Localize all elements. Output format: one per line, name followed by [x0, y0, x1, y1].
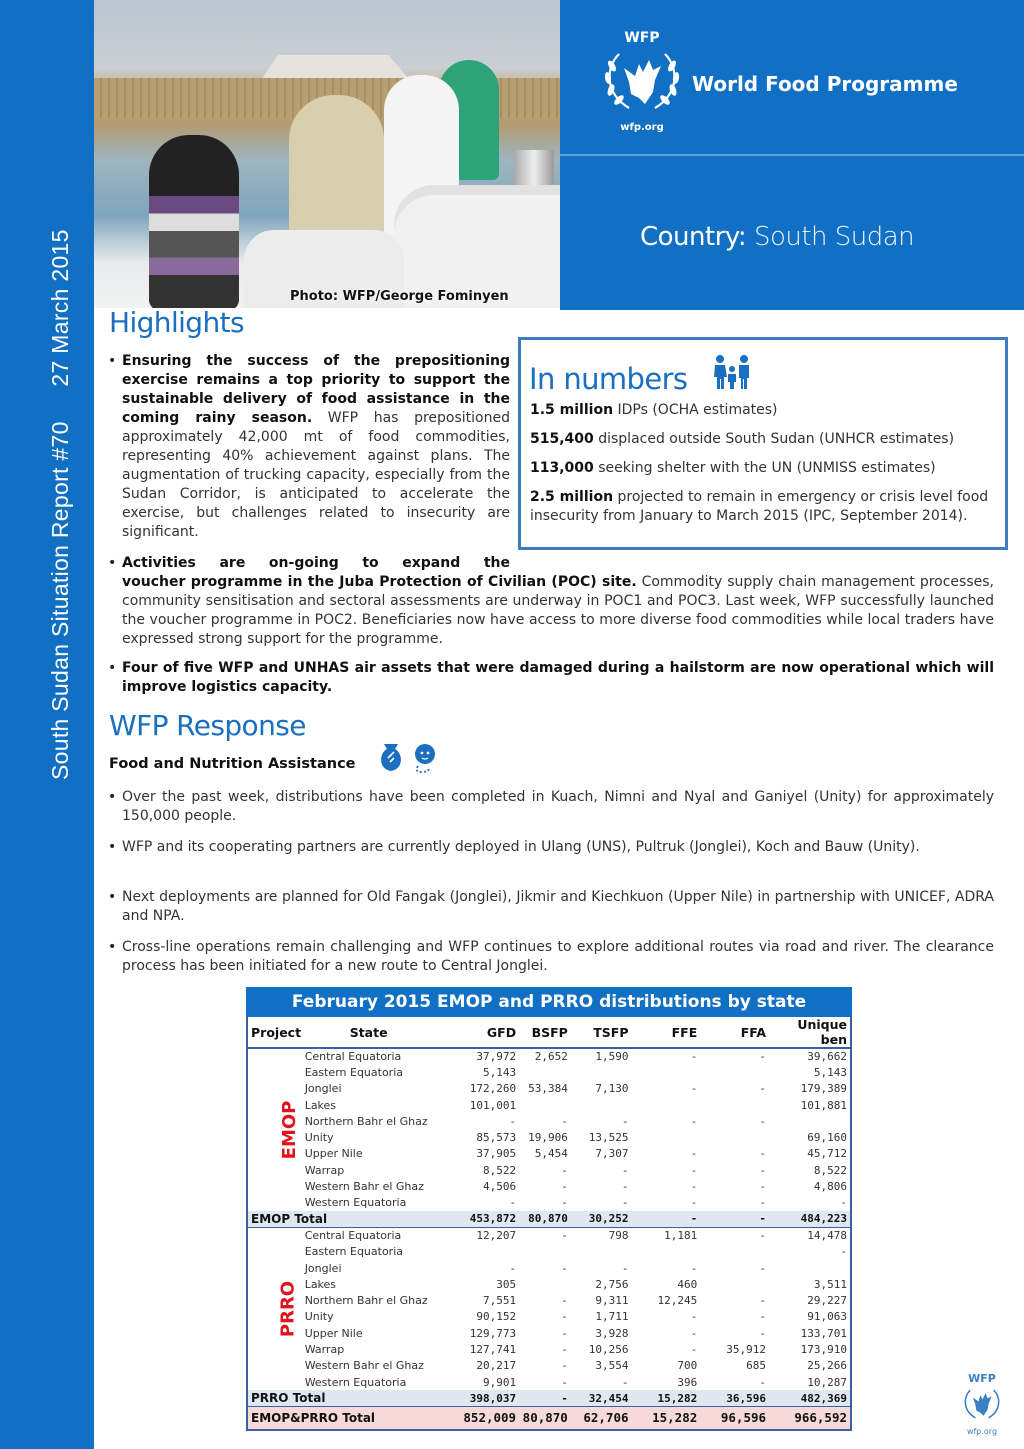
- state-cell: Eastern Equatoria: [304, 1065, 403, 1079]
- value-cell: -: [621, 1196, 629, 1210]
- value-cell: 39,662: [807, 1050, 847, 1064]
- state-cell: Warrap: [304, 1163, 345, 1177]
- value-cell: -: [561, 1163, 568, 1177]
- value-cell: [632, 1129, 701, 1145]
- prro-section: [248, 1227, 850, 1406]
- state-cell: Western Equatoria: [304, 1375, 407, 1389]
- state-cell: Lakes: [304, 1098, 337, 1112]
- highlight-bold: Activities are on-going to expand the: [122, 555, 510, 571]
- value-cell: 90,152: [476, 1310, 517, 1324]
- table-row: [248, 1292, 850, 1308]
- value-cell: -: [621, 1180, 629, 1194]
- table-row: [248, 1048, 850, 1064]
- report-title-vertical: [47, 229, 74, 780]
- value-cell: -: [621, 1375, 629, 1389]
- in-numbers-box: [518, 337, 1008, 550]
- value-cell: [456, 1244, 519, 1260]
- table-row: [248, 1064, 850, 1080]
- value-cell: [769, 1260, 850, 1276]
- photo-person: [289, 95, 384, 245]
- project-cell: [248, 1048, 305, 1211]
- value-cell: 9,311: [595, 1294, 629, 1308]
- value-cell: -: [759, 1326, 767, 1340]
- value-cell: 10,287: [807, 1375, 847, 1389]
- value-cell: 1,590: [595, 1050, 629, 1064]
- state-cell: Northern Bahr el Ghaz: [304, 1294, 428, 1308]
- table-row: [248, 1374, 850, 1390]
- value-cell: 69,160: [807, 1131, 847, 1145]
- value-cell: [519, 1244, 571, 1260]
- value-cell: [632, 1097, 701, 1113]
- table-title: February 2015 EMOP and PRRO distributions by state: [246, 987, 852, 1017]
- value-cell: -: [621, 1261, 629, 1275]
- value-cell: -: [561, 1114, 568, 1128]
- value-cell: -: [690, 1180, 698, 1194]
- response-item: • Next deployments are planned for Old Fangak (Jonglei), Jikmir and Kiechkuon (Upper Nile) in partnership with UNICEF, ADRA and NPA.: [122, 888, 994, 926]
- header-divider: [560, 154, 1024, 156]
- nutrition-baby-icon: [415, 744, 435, 772]
- value-cell: 127,741: [469, 1342, 517, 1356]
- highlight-bold: Ensuring the success of the prepositioning exercise remains a top priority to support the sustainable delivery of food assistance in the coming rainy season.: [122, 353, 510, 426]
- grand-total-label: EMOP&PRRO Total: [248, 1407, 456, 1429]
- stat-text: projected to remain in emergency or crisis level food insecurity from January to March 2015 (IPC, September 2014).: [530, 489, 989, 524]
- value-cell: 305: [496, 1277, 517, 1291]
- total-value: 80,870: [519, 1211, 571, 1227]
- highlight-bold: voucher programme in the Juba Protection of Civilian (POC) site.: [122, 574, 637, 590]
- prro-total-row: [248, 1390, 850, 1406]
- value-cell: 20,217: [476, 1359, 517, 1373]
- country-line: [640, 222, 914, 252]
- state-cell: Jonglei: [304, 1082, 342, 1096]
- value-cell: -: [700, 1227, 769, 1243]
- stat-text: displaced outside South Sudan (UNHCR estimates): [593, 431, 955, 447]
- value-cell: 35,912: [726, 1342, 767, 1356]
- wfp-emblem-icon: [960, 1385, 1004, 1423]
- value-cell: 101,001: [469, 1098, 517, 1112]
- in-numbers-heading: In numbers: [529, 362, 688, 396]
- logo-url: wfp.org: [620, 122, 664, 133]
- value-cell: 798: [571, 1227, 632, 1243]
- col-gfd: GFD: [456, 1017, 519, 1048]
- logo-wordmark: WFP: [624, 30, 660, 46]
- table-header-row: [248, 1017, 850, 1048]
- value-cell: -: [759, 1147, 767, 1161]
- value-cell: -: [690, 1326, 698, 1340]
- value-cell: 29,227: [807, 1294, 847, 1308]
- value-cell: 1,711: [595, 1310, 629, 1324]
- col-tsfp: TSFP: [571, 1017, 632, 1048]
- value-cell: -: [690, 1163, 698, 1177]
- table-row: [248, 1097, 850, 1113]
- grand-total-section: [248, 1407, 850, 1429]
- value-cell: 101,881: [800, 1098, 847, 1112]
- highlight-text: Commodity supply chain management processes, community sensitisation and sectoral assessments are underway in POC1 and POC3. Last week, WFP successfully launched the voucher programme in POC2. Beneficiaries now have access to more diverse food commodities while local traders have expressed strong support for the programme.: [122, 574, 994, 647]
- stat-text: seeking shelter with the UN (UNMISS estimates): [593, 460, 936, 476]
- col-unique-ben: Unique ben: [769, 1017, 850, 1048]
- header-band: [560, 0, 1024, 310]
- value-cell: 4,806: [813, 1180, 847, 1194]
- state-cell: Central Equatoria: [304, 1050, 402, 1064]
- value-cell: 3,928: [595, 1326, 629, 1340]
- highlights-heading: Highlights: [109, 306, 244, 339]
- value-cell: 133,701: [800, 1326, 847, 1340]
- state-cell: Western Bahr el Ghaz: [304, 1359, 424, 1373]
- project-cell: [248, 1227, 305, 1390]
- value-cell: -: [509, 1196, 517, 1210]
- value-cell: 37,905: [476, 1147, 517, 1161]
- value-cell: -: [759, 1375, 767, 1389]
- country-label: Country:: [640, 222, 747, 252]
- state-cell: Eastern Equatoria: [304, 1245, 403, 1259]
- state-cell: Central Equatoria: [305, 1227, 457, 1243]
- value-cell: -: [759, 1082, 767, 1096]
- footer-logo-wordmark: WFP: [968, 1372, 996, 1385]
- value-cell: -: [690, 1310, 698, 1324]
- stat-value: 1.5 million: [530, 402, 614, 418]
- value-cell: 45,712: [807, 1147, 847, 1161]
- table-row: [248, 1129, 850, 1145]
- value-cell: -: [561, 1261, 568, 1275]
- value-cell: 2,756: [595, 1277, 629, 1291]
- value-cell: -: [690, 1114, 698, 1128]
- total-value: 482,369: [769, 1390, 850, 1406]
- value-cell: 91,063: [807, 1310, 847, 1324]
- value-cell: 12,207: [456, 1227, 519, 1243]
- highlight-item: [122, 659, 994, 697]
- total-value: 484,223: [769, 1211, 850, 1227]
- value-cell: -: [561, 1294, 568, 1308]
- distributions-table: [248, 1017, 850, 1429]
- stat-value: 113,000: [530, 460, 594, 476]
- value-cell: -: [690, 1082, 698, 1096]
- footer-wfp-logo: [952, 1372, 1012, 1444]
- value-cell: -: [509, 1114, 517, 1128]
- col-ffe: FFE: [632, 1017, 701, 1048]
- value-cell: -: [561, 1180, 568, 1194]
- col-ffa: FFA: [700, 1017, 769, 1048]
- value-cell: 172,260: [469, 1082, 517, 1096]
- value-cell: -: [519, 1227, 571, 1243]
- total-label: EMOP Total: [248, 1211, 456, 1227]
- highlight-text: WFP has prepositioned approximately 42,000 mt of food commodities, representing 40% achievement against plans. The augmentation of trucking capacity, especially from the Sudan Corridor, is anticipated to accelerate the exercise, but challenges related to insecurity are significant.: [122, 410, 510, 540]
- value-cell: 5,143: [813, 1065, 847, 1079]
- value-cell: 129,773: [469, 1326, 517, 1340]
- table-row: [248, 1341, 850, 1357]
- value-cell: [632, 1064, 701, 1080]
- grand-total-row: [248, 1407, 850, 1429]
- table-row: [248, 1162, 850, 1178]
- total-value: -: [632, 1211, 701, 1227]
- state-cell: Unity: [304, 1310, 334, 1324]
- table-row: [248, 1244, 850, 1260]
- photo-person: [149, 135, 239, 308]
- stat-text: IDPs (OCHA estimates): [613, 402, 778, 418]
- state-cell: Northern Bahr el Ghaz: [304, 1114, 428, 1128]
- grand-total-value: 966,592: [769, 1407, 850, 1429]
- value-cell: 19,906: [528, 1131, 568, 1145]
- grand-total-value: 62,706: [571, 1407, 632, 1429]
- wfp-emblem-icon: [599, 46, 685, 116]
- country-value: South Sudan: [753, 222, 915, 252]
- value-cell: 13,525: [588, 1131, 629, 1145]
- value-cell: -: [759, 1294, 767, 1308]
- total-label: PRRO Total: [248, 1390, 456, 1406]
- cover-photo: [94, 0, 560, 308]
- total-value: 15,282: [632, 1390, 701, 1406]
- emop-total-row: [248, 1211, 850, 1227]
- report-date: 27 March 2015: [47, 229, 73, 387]
- value-cell: -: [759, 1261, 767, 1275]
- stat-food-insecurity: [530, 488, 995, 526]
- value-cell: 5,454: [534, 1147, 568, 1161]
- value-cell: [700, 1244, 769, 1260]
- table-row: [248, 1260, 850, 1276]
- state-cell: Upper Nile: [304, 1326, 363, 1340]
- response-item: • Cross-line operations remain challenging and WFP continues to explore additional routes via road and river. The clearance process has been initiated for a new route to Central Jonglei.: [122, 938, 994, 976]
- table-row: [248, 1146, 850, 1162]
- table-row: [248, 1309, 850, 1325]
- value-cell: -: [759, 1180, 767, 1194]
- table-row: [248, 1195, 850, 1211]
- value-cell: [769, 1113, 850, 1129]
- value-cell: -: [561, 1310, 568, 1324]
- value-cell: [571, 1064, 632, 1080]
- grand-total-value: 852,009: [456, 1407, 519, 1429]
- value-cell: 8,522: [482, 1163, 517, 1177]
- state-cell: Jonglei: [304, 1261, 342, 1275]
- value-cell: 5,143: [482, 1065, 517, 1079]
- value-cell: -: [561, 1375, 568, 1389]
- state-cell: Western Bahr el Ghaz: [304, 1180, 424, 1194]
- total-value: 36,596: [700, 1390, 769, 1406]
- value-cell: 460: [677, 1277, 698, 1291]
- highlight-bold: Four of five WFP and UNHAS air assets that were damaged during a hailstorm are now operational which will improve logistics capacity.: [122, 660, 994, 695]
- value-cell: 37,972: [476, 1050, 517, 1064]
- value-cell: [571, 1244, 632, 1260]
- table-row: [248, 1178, 850, 1194]
- value-cell: 2,652: [534, 1050, 568, 1064]
- value-cell: -: [561, 1196, 568, 1210]
- emop-label: EMOP: [278, 1100, 300, 1160]
- value-cell: 25,266: [807, 1359, 847, 1373]
- table-row: [248, 1081, 850, 1097]
- value-cell: 7,307: [595, 1147, 629, 1161]
- value-cell: -: [690, 1050, 698, 1064]
- stat-un-shelter: [530, 459, 936, 478]
- value-cell: -: [759, 1310, 767, 1324]
- response-item: • WFP and its cooperating partners are currently deployed in Ulang (UNS), Pultruk (Jonglei), Koch and Bauw (Unity).: [122, 838, 994, 857]
- value-cell: -: [690, 1147, 698, 1161]
- value-cell: 8,522: [813, 1163, 847, 1177]
- org-name: World Food Programme: [692, 72, 958, 96]
- value-cell: 85,573: [476, 1131, 517, 1145]
- value-cell: -: [561, 1326, 568, 1340]
- value-cell: 7,551: [482, 1294, 517, 1308]
- total-value: 32,454: [571, 1390, 632, 1406]
- highlight-item: [122, 352, 510, 542]
- value-cell: -: [690, 1261, 698, 1275]
- value-cell: [519, 1064, 571, 1080]
- value-cell: 53,384: [528, 1082, 568, 1096]
- table-row: [248, 1227, 850, 1243]
- value-cell: -: [759, 1050, 767, 1064]
- state-cell: Upper Nile: [304, 1147, 363, 1161]
- grand-total-value: 96,596: [700, 1407, 769, 1429]
- value-cell: 9,901: [482, 1375, 517, 1389]
- value-cell: [700, 1129, 769, 1145]
- wfp-response-heading: WFP Response: [109, 709, 306, 742]
- grand-total-value: 80,870: [519, 1407, 571, 1429]
- value-cell: 179,389: [800, 1082, 847, 1096]
- value-cell: 700: [677, 1359, 698, 1373]
- total-value: -: [700, 1211, 769, 1227]
- value-cell: [700, 1097, 769, 1113]
- value-cell: -: [759, 1196, 767, 1210]
- food-nutrition-icons: [378, 738, 442, 776]
- value-cell: 396: [677, 1375, 698, 1389]
- prro-label: PRRO: [277, 1280, 299, 1338]
- value-cell: [632, 1244, 701, 1260]
- food-nutrition-subheading: Food and Nutrition Assistance: [109, 756, 356, 772]
- value-cell: 7,130: [595, 1082, 629, 1096]
- state-cell: Lakes: [304, 1277, 337, 1291]
- col-state: State: [305, 1017, 457, 1048]
- table-body: [246, 1017, 852, 1431]
- value-cell: -: [621, 1114, 629, 1128]
- value-cell: -: [690, 1196, 698, 1210]
- value-cell: -: [561, 1342, 568, 1356]
- table-row: [248, 1325, 850, 1341]
- report-title: South Sudan Situation Report #70: [47, 421, 73, 780]
- state-cell: Western Equatoria: [304, 1196, 407, 1210]
- total-value: 453,872: [456, 1211, 519, 1227]
- value-cell: -: [509, 1261, 517, 1275]
- state-cell: Warrap: [304, 1342, 345, 1356]
- stat-displaced: [530, 430, 954, 449]
- value-cell: [519, 1276, 571, 1292]
- emop-section: [248, 1048, 850, 1227]
- value-cell: -: [759, 1163, 767, 1177]
- total-value: 30,252: [571, 1211, 632, 1227]
- value-cell: 3,511: [813, 1277, 847, 1291]
- value-cell: -: [840, 1196, 847, 1210]
- highlight-item: [122, 554, 994, 649]
- value-cell: -: [690, 1342, 698, 1356]
- value-cell: -: [561, 1359, 568, 1373]
- table-row: [248, 1358, 850, 1374]
- value-cell: 1,181: [632, 1227, 701, 1243]
- grand-total-value: 15,282: [632, 1407, 701, 1429]
- stat-value: 515,400: [530, 431, 594, 447]
- value-cell: -: [840, 1245, 847, 1259]
- value-cell: 173,910: [800, 1342, 847, 1356]
- stat-idps: [530, 401, 778, 420]
- value-cell: -: [759, 1114, 767, 1128]
- sidebar: [0, 0, 94, 1449]
- state-cell: Unity: [304, 1131, 334, 1145]
- total-value: -: [519, 1390, 571, 1406]
- people-family-icon: [711, 354, 753, 390]
- col-project: Project: [248, 1017, 305, 1048]
- value-cell: -: [621, 1163, 629, 1177]
- total-value: 398,037: [456, 1390, 519, 1406]
- value-cell: 12,245: [657, 1294, 698, 1308]
- value-cell: 4,506: [482, 1180, 517, 1194]
- table-row: [248, 1276, 850, 1292]
- distribution-table: [246, 987, 852, 1431]
- value-cell: 685: [746, 1359, 767, 1373]
- response-item: • Over the past week, distributions have been completed in Kuach, Nimni and Nyal and Ganiyel (Unity) for approximately 150,000 people.: [122, 788, 994, 826]
- photo-credit: Photo: WFP/George Fominyen: [290, 289, 509, 304]
- value-cell: [571, 1097, 632, 1113]
- wfp-logo: [598, 30, 686, 138]
- value-cell: [519, 1097, 571, 1113]
- value-cell: 3,554: [595, 1359, 629, 1373]
- col-bsfp: BSFP: [519, 1017, 571, 1048]
- value-cell: 14,478: [769, 1227, 850, 1243]
- value-cell: [700, 1064, 769, 1080]
- footer-logo-url: wfp.org: [966, 1427, 998, 1436]
- food-sack-icon: [381, 744, 401, 771]
- value-cell: 10,256: [588, 1342, 629, 1356]
- stat-value: 2.5 million: [530, 489, 614, 505]
- table-row: [248, 1113, 850, 1129]
- value-cell: [700, 1276, 769, 1292]
